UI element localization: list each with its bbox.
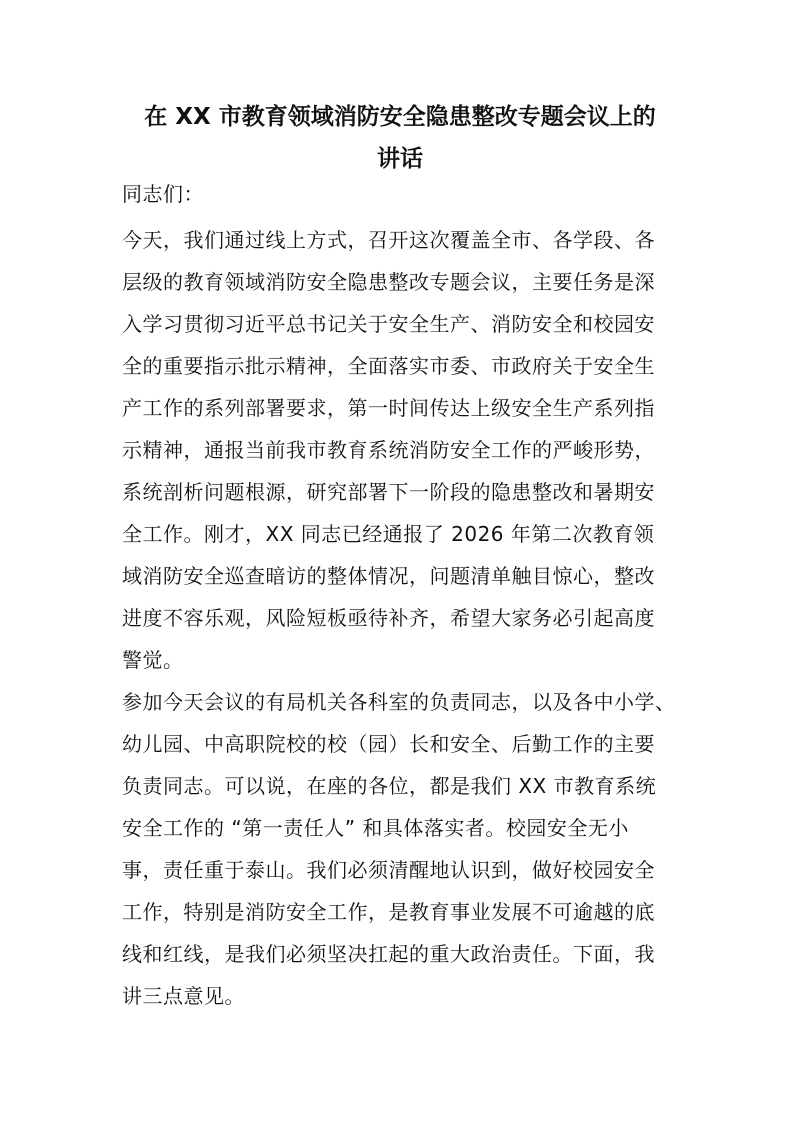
body-line: 入学习贯彻习近平总书记关于安全生产、消防安全和校园安 (122, 312, 655, 336)
document-title-line-2: 讲话 (377, 146, 423, 172)
body-line: 系统剖析问题根源，研究部署下一阶段的隐患整改和暑期安 (122, 480, 655, 504)
body-line: 域消防安全巡查暗访的整体情况，问题清单触目惊心，整改 (122, 564, 655, 588)
body-line: 全的重要指示批示精神，全面落实市委、市政府关于安全生 (122, 354, 655, 378)
document-title-line-1: 在 XX 市教育领域消防安全隐患整改专题会议上的 (144, 104, 656, 130)
body-line: 工作，特别是消防安全工作，是教育事业发展不可逾越的底 (122, 900, 655, 924)
body-line: 产工作的系列部署要求，第一时间传达上级安全生产系列指 (122, 396, 655, 420)
body-line-greeting: 同志们： (122, 182, 204, 206)
body-line: 进度不容乐观，风险短板亟待补齐，希望大家务必引起高度 (122, 606, 655, 630)
body-line: 参加今天会议的有局机关各科室的负责同志，以及各中小学、 (122, 690, 676, 714)
body-line: 全工作。刚才，XX 同志已经通报了 2026 年第二次教育领 (122, 522, 655, 546)
body-line: 讲三点意见。 (122, 984, 245, 1008)
body-line: 事，责任重于泰山。我们必须清醒地认识到，做好校园安全 (122, 858, 655, 882)
body-line: 警觉。 (122, 648, 184, 672)
body-line: 今天，我们通过线上方式，召开这次覆盖全市、各学段、各 (122, 228, 655, 252)
body-line: 线和红线，是我们必须坚决扛起的重大政治责任。下面，我 (122, 942, 655, 966)
body-line: 示精神，通报当前我市教育系统消防安全工作的严峻形势， (122, 438, 655, 462)
body-line: 幼儿园、中高职院校的校（园）长和安全、后勤工作的主要 (122, 732, 655, 756)
body-line: 安全工作的 “第一责任人” 和具体落实者。校园安全无小 (122, 816, 629, 840)
body-line: 负责同志。可以说，在座的各位，都是我们 XX 市教育系统 (122, 774, 657, 798)
body-line: 层级的教育领域消防安全隐患整改专题会议，主要任务是深 (122, 270, 655, 294)
